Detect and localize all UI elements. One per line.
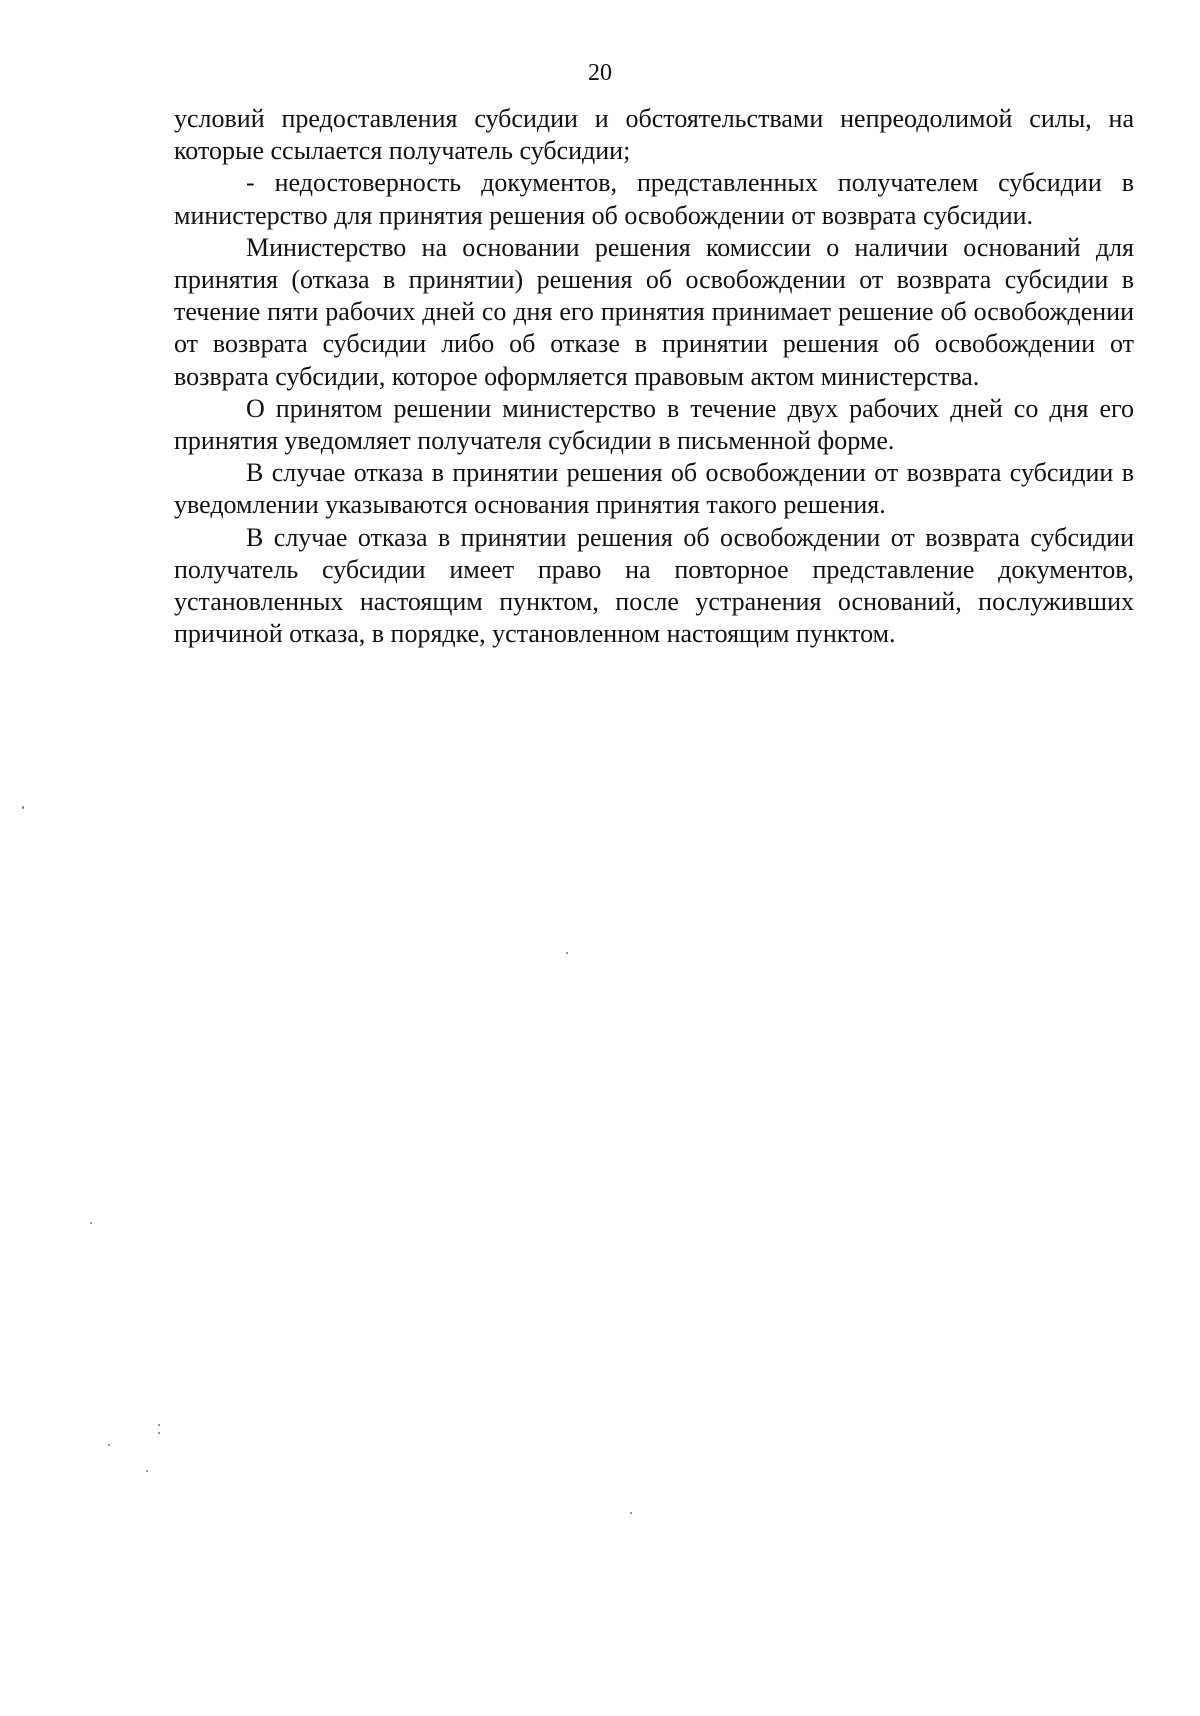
paragraph-1: условий предоставления субсидии и обстоятельствами непреодолимой силы, на которые ссылается получатель субсидии; bbox=[174, 104, 1134, 166]
document-body bbox=[174, 103, 1134, 650]
paragraph-4: О принятом решении министерство в течение двух рабочих дней со дня его принятия уведомляет получателя субсидии в письменной форме. bbox=[174, 393, 1134, 456]
paragraph-5: В случае отказа в принятии решения об освобождении от возврата субсидии в уведомлении указываются основания принятия такого решения. bbox=[174, 458, 1134, 520]
scan-speck bbox=[158, 1432, 160, 1434]
scan-speck bbox=[158, 1424, 160, 1426]
scan-speck bbox=[630, 1512, 632, 1514]
paragraph-6: В случае отказа в принятии решения об освобождении от возврата субсидии получатель субсидии имеет право на повторное представление документов, установленных настоящим пунктом, после устранения оснований, послуживших причиной отказа, в порядке, установленном настоящим пунктом. bbox=[174, 522, 1134, 649]
page-number: 20 bbox=[588, 60, 612, 86]
scan-speck bbox=[22, 806, 24, 809]
scan-speck bbox=[566, 952, 568, 954]
scan-speck bbox=[146, 1470, 148, 1472]
scan-speck bbox=[90, 1222, 92, 1224]
scan-speck bbox=[108, 1444, 110, 1446]
paragraph-3: Министерство на основании решения комиссии о наличии оснований для принятия (отказа в принятии) решения об освобождении от возврата субсидии в течение пяти рабочих дней со дня его принятия принимает решение об освобождении от возврата субсидии либо об отказе в принятии решения об освобождении от возврата субсидии, которое оформляется правовым актом министерства. bbox=[174, 232, 1134, 391]
paragraph-2: - недостоверность документов, представленных получателем субсидии в министерство для принятия решения об освобождении от возврата субсидии. bbox=[174, 168, 1134, 230]
